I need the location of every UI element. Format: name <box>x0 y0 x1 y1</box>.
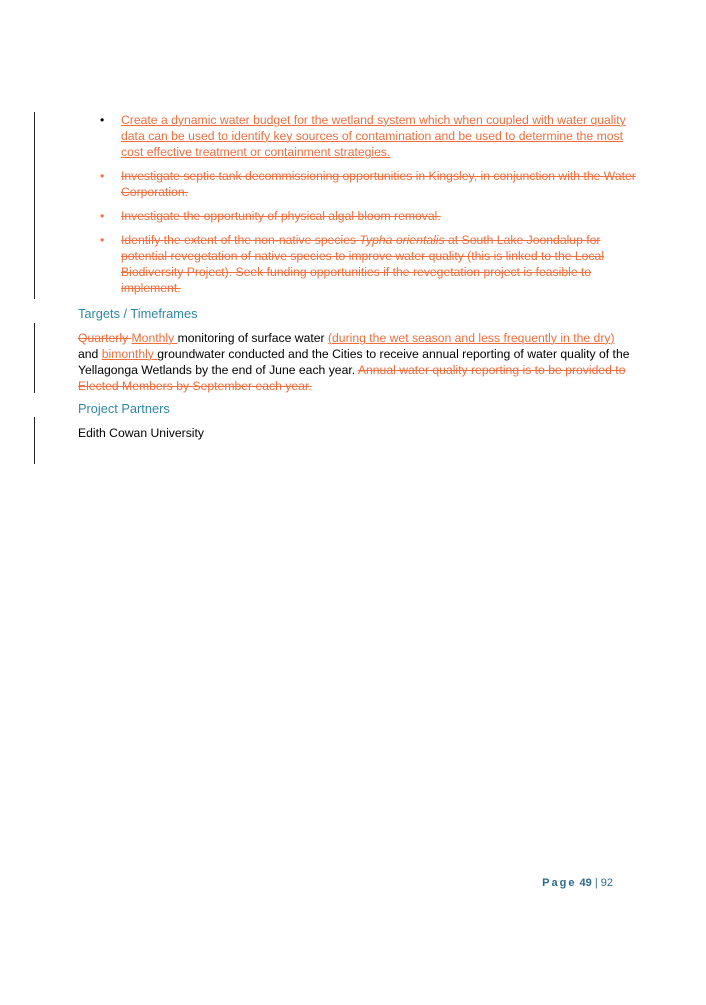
deleted-text <box>121 233 604 295</box>
list-item <box>100 112 640 160</box>
body-text: groundwater conducted and the Cities to receive annual reporting of water quality of the Yellagonga Wetlands by the end of June each year. <box>78 347 630 377</box>
body-text: monitoring of surface water <box>177 331 328 345</box>
bullet-icon: • <box>100 113 105 127</box>
deleted-text-start: Identify the extent of the non-native species <box>121 233 360 247</box>
bullet-icon: • <box>100 169 105 183</box>
page-label: Page <box>542 877 577 889</box>
list-item <box>100 232 640 296</box>
deleted-text: Quarterly <box>78 331 132 345</box>
total-pages: 92 <box>600 877 613 889</box>
species-name: Typha orientalis <box>359 233 445 247</box>
change-bar <box>34 112 35 299</box>
partners-heading: Project Partners <box>78 401 170 416</box>
deleted-text: Investigate the opportunity of physical algal bloom removal. <box>121 209 441 223</box>
inserted-text: Monthly <box>131 331 178 345</box>
inserted-text: (during the wet season and less frequently in the dry) <box>327 331 615 345</box>
bullet-list <box>100 112 640 304</box>
list-item <box>100 168 640 200</box>
list-item <box>100 208 640 224</box>
body-text: and <box>78 347 102 361</box>
change-bar <box>34 323 35 393</box>
bullet-icon: • <box>100 233 105 247</box>
page-separator: | <box>591 877 601 889</box>
partners-text: Edith Cowan University <box>78 426 204 440</box>
page-number: 49 <box>579 877 592 889</box>
page-footer <box>542 877 613 889</box>
targets-paragraph <box>78 330 630 394</box>
change-bar <box>34 417 35 464</box>
bullet-icon: • <box>100 209 105 223</box>
deleted-text-end: at South Lake Joondalup for potential revegetation of native species to improve water quality (this is linked to the Local Biodiversity Project). Seek funding opportunities if the revegetation project is feasible to implement. <box>121 233 605 295</box>
inserted-text: bimonthly <box>101 347 158 361</box>
deleted-text: Investigate septic tank decommissioning opportunities in Kingsley, in conjunction with the Water Corporation. <box>121 169 636 199</box>
inserted-text: Create a dynamic water budget for the wetland system which when coupled with water quality data can be used to identify key sources of contamination and be used to determine the most cost effective treatment or containment strategies. <box>121 113 626 159</box>
deleted-text: Annual water quality reporting is to be provided to Elected Members by September each year. <box>78 363 626 393</box>
targets-heading: Targets / Timeframes <box>78 306 198 321</box>
